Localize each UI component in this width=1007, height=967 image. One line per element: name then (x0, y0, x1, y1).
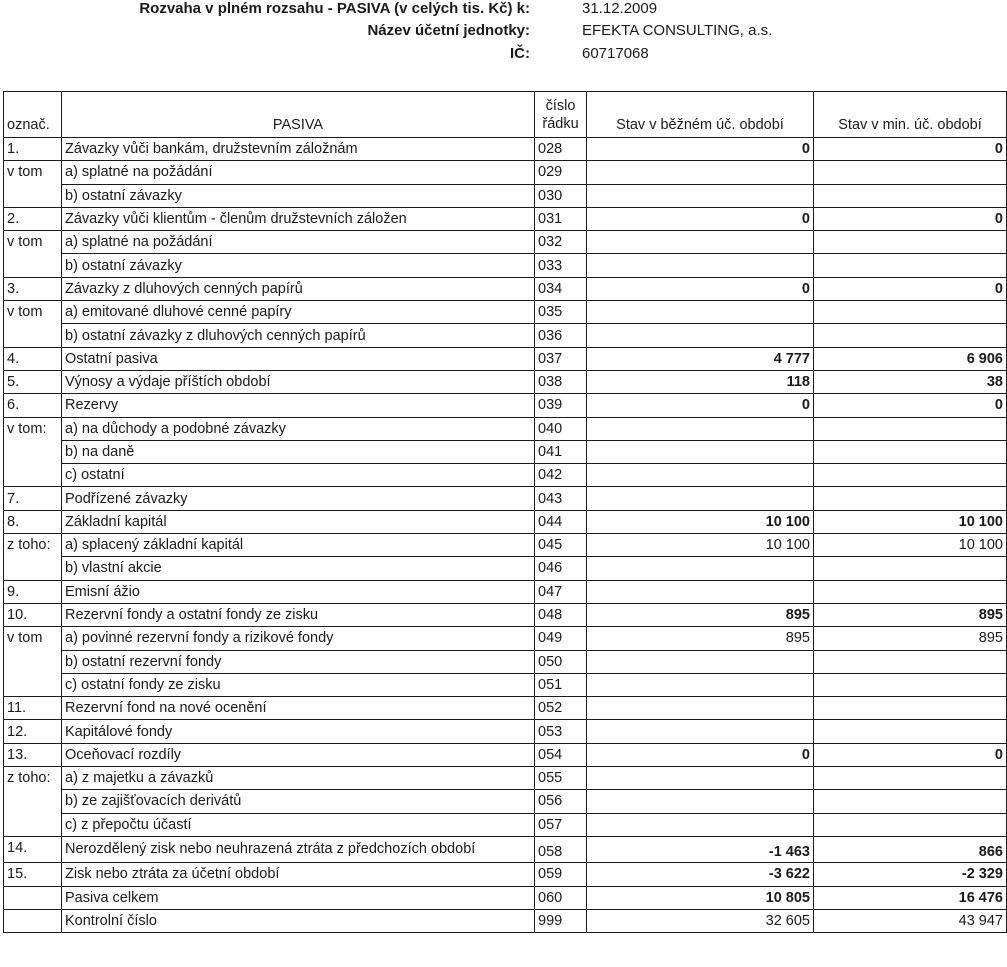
row-number: 052 (535, 697, 587, 720)
row-previous-value: 10 100 (814, 510, 1007, 533)
table-row (4, 440, 1007, 463)
row-code: 11. (4, 697, 62, 720)
row-label: Ostatní pasiva (62, 347, 535, 370)
row-number: 999 (535, 909, 587, 932)
row-label: Výnosy a výdaje příštích období (62, 370, 535, 393)
row-previous-value (814, 673, 1007, 696)
row-code: 12. (4, 720, 62, 743)
row-number: 053 (535, 720, 587, 743)
row-previous-value (814, 557, 1007, 580)
row-code: z toho: (4, 767, 62, 790)
table-row (4, 836, 1007, 862)
row-previous-value: 0 (814, 207, 1007, 230)
entity-name-value: EFEKTA CONSULTING, a.s. (582, 22, 773, 39)
row-current-value: 0 (587, 138, 814, 161)
table-row (4, 161, 1007, 184)
table-row (4, 603, 1007, 626)
row-current-value: 0 (587, 743, 814, 766)
row-previous-value: 0 (814, 743, 1007, 766)
row-code: v tom (4, 627, 62, 650)
row-current-value (587, 464, 814, 487)
row-number: 056 (535, 790, 587, 813)
row-number: 044 (535, 510, 587, 533)
row-number: 047 (535, 580, 587, 603)
row-previous-value (814, 650, 1007, 673)
row-label: Zisk nebo ztráta za účetní období (62, 863, 535, 886)
row-code: 4. (4, 347, 62, 370)
row-number: 037 (535, 347, 587, 370)
table-row (4, 138, 1007, 161)
row-label: Oceňovací rozdíly (62, 743, 535, 766)
row-label: Kapitálové fondy (62, 720, 535, 743)
row-label: a) na důchody a podobné závazky (62, 417, 535, 440)
row-label: b) ostatní závazky (62, 184, 535, 207)
row-label: Nerozdělený zisk nebo neuhrazená ztráta z předchozích období (62, 836, 535, 862)
row-number: 042 (535, 464, 587, 487)
row-number: 043 (535, 487, 587, 510)
table-row (4, 557, 1007, 580)
row-previous-value: 6 906 (814, 347, 1007, 370)
row-current-value (587, 813, 814, 836)
row-previous-value (814, 324, 1007, 347)
row-current-value (587, 417, 814, 440)
row-label: a) z majetku a závazků (62, 767, 535, 790)
row-code: z toho: (4, 534, 62, 557)
row-previous-value (814, 161, 1007, 184)
row-label: Závazky vůči bankám, družstevním záložnám (62, 138, 535, 161)
row-current-value: -3 622 (587, 863, 814, 886)
row-current-value: 118 (587, 370, 814, 393)
row-previous-value: -2 329 (814, 863, 1007, 886)
table-row (4, 184, 1007, 207)
row-current-value: 10 100 (587, 534, 814, 557)
row-current-value (587, 324, 814, 347)
row-current-value (587, 720, 814, 743)
row-code: 10. (4, 603, 62, 626)
row-code: 13. (4, 743, 62, 766)
row-previous-value (814, 697, 1007, 720)
row-code: 1. (4, 138, 62, 161)
row-number: 060 (535, 886, 587, 909)
ic-label: IČ: (510, 45, 530, 62)
table-row (4, 301, 1007, 324)
col-header-row: číslo řádku (535, 92, 587, 138)
table-row (4, 813, 1007, 836)
row-current-value (587, 790, 814, 813)
row-current-value (587, 231, 814, 254)
row-previous-value: 0 (814, 277, 1007, 300)
row-number: 032 (535, 231, 587, 254)
row-number: 049 (535, 627, 587, 650)
row-current-value: 32 605 (587, 909, 814, 932)
row-code (4, 886, 62, 909)
report-date: 31.12.2009 (582, 0, 658, 17)
row-code (4, 673, 62, 696)
table-row (4, 909, 1007, 932)
row-current-value (587, 767, 814, 790)
table-row (4, 254, 1007, 277)
row-label: Emisní ážio (62, 580, 535, 603)
table-row (4, 417, 1007, 440)
row-previous-value (814, 184, 1007, 207)
row-label: a) splatné na požádání (62, 161, 535, 184)
row-current-value (587, 557, 814, 580)
table-row (4, 743, 1007, 766)
row-number: 054 (535, 743, 587, 766)
row-current-value (587, 301, 814, 324)
table-row (4, 627, 1007, 650)
row-label: Rezervy (62, 394, 535, 417)
table-row (4, 370, 1007, 393)
row-number: 055 (535, 767, 587, 790)
row-label: b) na daně (62, 440, 535, 463)
row-label: c) ostatní (62, 464, 535, 487)
row-label: b) ostatní rezervní fondy (62, 650, 535, 673)
row-label: a) povinné rezervní fondy a rizikové fondy (62, 627, 535, 650)
row-code: 15. (4, 863, 62, 886)
row-label: Základní kapitál (62, 510, 535, 533)
row-code: v tom (4, 231, 62, 254)
row-current-value (587, 184, 814, 207)
table-row (4, 347, 1007, 370)
row-number: 041 (535, 440, 587, 463)
table-row (4, 277, 1007, 300)
row-number: 030 (535, 184, 587, 207)
table-row (4, 464, 1007, 487)
table-row (4, 231, 1007, 254)
ic-value: 60717068 (582, 45, 649, 62)
row-current-value: 0 (587, 394, 814, 417)
row-number: 057 (535, 813, 587, 836)
row-code (4, 650, 62, 673)
row-number: 036 (535, 324, 587, 347)
row-previous-value (814, 254, 1007, 277)
row-previous-value: 38 (814, 370, 1007, 393)
row-label: Kontrolní číslo (62, 909, 535, 932)
row-current-value (587, 580, 814, 603)
table-row (4, 673, 1007, 696)
row-number: 048 (535, 603, 587, 626)
table-row (4, 324, 1007, 347)
row-number: 040 (535, 417, 587, 440)
row-label: b) ostatní závazky z dluhových cenných papírů (62, 324, 535, 347)
row-previous-value (814, 440, 1007, 463)
row-label: Závazky z dluhových cenných papírů (62, 277, 535, 300)
row-current-value: 4 777 (587, 347, 814, 370)
row-current-value (587, 673, 814, 696)
row-current-value: 0 (587, 277, 814, 300)
row-code: v tom: (4, 417, 62, 440)
entity-name-label: Název účetní jednotky: (367, 22, 530, 39)
row-previous-value (814, 231, 1007, 254)
row-previous-value (814, 417, 1007, 440)
row-code (4, 440, 62, 463)
row-label: b) vlastní akcie (62, 557, 535, 580)
row-current-value (587, 161, 814, 184)
table-row (4, 487, 1007, 510)
row-label: Rezervní fondy a ostatní fondy ze zisku (62, 603, 535, 626)
table-row (4, 207, 1007, 230)
row-label: a) emitované dluhové cenné papíry (62, 301, 535, 324)
row-number: 039 (535, 394, 587, 417)
col-header-current: Stav v běžném úč. období (587, 92, 814, 138)
row-previous-value (814, 464, 1007, 487)
row-current-value: 0 (587, 207, 814, 230)
row-number: 045 (535, 534, 587, 557)
row-label: Pasiva celkem (62, 886, 535, 909)
row-previous-value (814, 580, 1007, 603)
report-title-label: Rozvaha v plném rozsahu - PASIVA (v celých tis. Kč) k: (139, 0, 530, 17)
row-number: 058 (535, 836, 587, 862)
row-label: b) ostatní závazky (62, 254, 535, 277)
row-previous-value: 866 (814, 836, 1007, 862)
row-current-value (587, 650, 814, 673)
table-header-row (4, 92, 1007, 138)
row-current-value: -1 463 (587, 836, 814, 862)
row-code (4, 464, 62, 487)
table-row (4, 650, 1007, 673)
row-number: 029 (535, 161, 587, 184)
row-label: a) splatné na požádání (62, 231, 535, 254)
row-code (4, 324, 62, 347)
row-code: v tom (4, 161, 62, 184)
row-code: 5. (4, 370, 62, 393)
row-number: 051 (535, 673, 587, 696)
row-number: 059 (535, 863, 587, 886)
row-code (4, 813, 62, 836)
row-code (4, 184, 62, 207)
row-current-value: 895 (587, 603, 814, 626)
row-current-value: 10 805 (587, 886, 814, 909)
row-number: 033 (535, 254, 587, 277)
table-row (4, 510, 1007, 533)
row-number: 028 (535, 138, 587, 161)
row-label: c) z přepočtu účastí (62, 813, 535, 836)
row-previous-value: 0 (814, 394, 1007, 417)
row-previous-value (814, 301, 1007, 324)
row-current-value (587, 487, 814, 510)
row-label: Závazky vůči klientům - členům družstevních záložen (62, 207, 535, 230)
row-code (4, 790, 62, 813)
row-previous-value: 0 (814, 138, 1007, 161)
row-previous-value (814, 767, 1007, 790)
row-number: 034 (535, 277, 587, 300)
row-previous-value: 43 947 (814, 909, 1007, 932)
table-row (4, 767, 1007, 790)
row-code: 7. (4, 487, 62, 510)
row-previous-value (814, 813, 1007, 836)
balance-sheet-table (3, 91, 1007, 933)
row-label: b) ze zajišťovacích derivátů (62, 790, 535, 813)
row-number: 035 (535, 301, 587, 324)
col-header-code: označ. (4, 92, 62, 138)
table-row (4, 790, 1007, 813)
row-code: 3. (4, 277, 62, 300)
row-code: 14. (4, 836, 62, 862)
row-code: v tom (4, 301, 62, 324)
row-previous-value: 895 (814, 603, 1007, 626)
table-row (4, 580, 1007, 603)
row-previous-value (814, 720, 1007, 743)
col-header-previous: Stav v min. úč. období (814, 92, 1007, 138)
row-previous-value (814, 790, 1007, 813)
row-code (4, 254, 62, 277)
row-code (4, 909, 62, 932)
row-current-value (587, 697, 814, 720)
row-code (4, 557, 62, 580)
row-previous-value (814, 487, 1007, 510)
table-row (4, 886, 1007, 909)
table-row (4, 697, 1007, 720)
row-code: 8. (4, 510, 62, 533)
row-label: Rezervní fond na nové ocenění (62, 697, 535, 720)
table-row (4, 394, 1007, 417)
row-number: 046 (535, 557, 587, 580)
row-code: 2. (4, 207, 62, 230)
table-row (4, 863, 1007, 886)
row-current-value: 895 (587, 627, 814, 650)
row-number: 050 (535, 650, 587, 673)
row-label: a) splacený základní kapitál (62, 534, 535, 557)
table-row (4, 720, 1007, 743)
row-label: c) ostatní fondy ze zisku (62, 673, 535, 696)
row-number: 038 (535, 370, 587, 393)
row-previous-value: 895 (814, 627, 1007, 650)
row-current-value: 10 100 (587, 510, 814, 533)
row-previous-value: 16 476 (814, 886, 1007, 909)
row-code: 6. (4, 394, 62, 417)
table-row (4, 534, 1007, 557)
row-current-value (587, 254, 814, 277)
row-previous-value: 10 100 (814, 534, 1007, 557)
row-code: 9. (4, 580, 62, 603)
col-header-name: PASIVA (62, 92, 535, 138)
row-current-value (587, 440, 814, 463)
row-number: 031 (535, 207, 587, 230)
row-label: Podřízené závazky (62, 487, 535, 510)
